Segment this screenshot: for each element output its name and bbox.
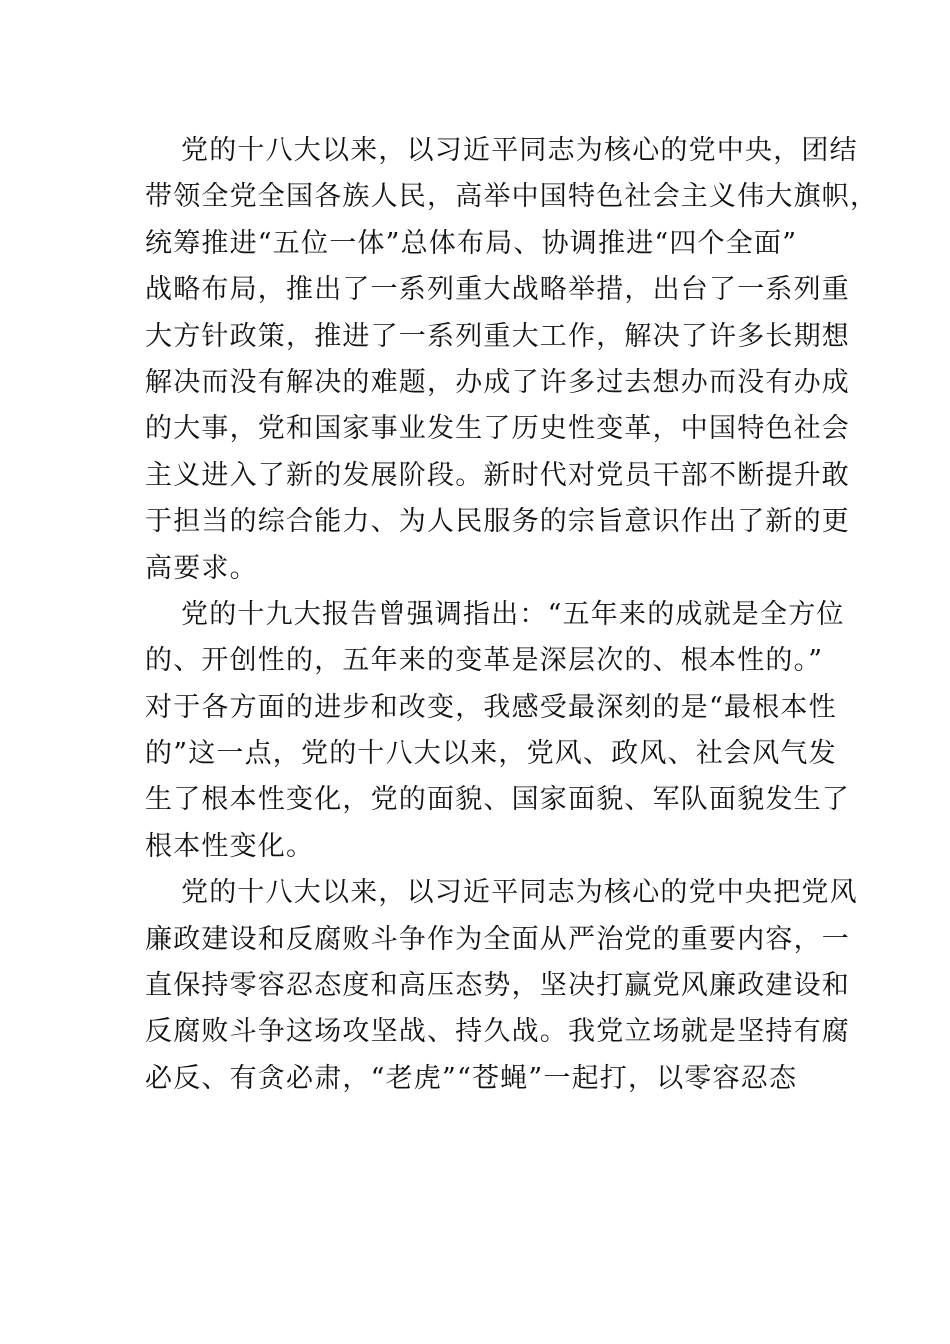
paragraph-2-line-1: 党的十九大报告曾强调指出：“五年来的成就是全方位 — [181, 598, 845, 630]
paragraph-2-line-2: 的、开创性的，五年来的变革是深层次的、根本性的。” — [145, 645, 824, 677]
paragraph-1-line-6: 解决而没有解决的难题，办成了许多过去想办而没有办成 — [145, 366, 850, 398]
paragraph-3-line-4: 反腐败斗争这场攻坚战、持久战。我党立场就是坚持有腐 — [145, 1016, 850, 1048]
paragraph-1-line-4: 战略布局，推出了一系列重大战略举措，出台了一系列重 — [145, 274, 850, 306]
paragraph-1-line-3: 统筹推进“五位一体”总体布局、协调推进“四个全面” — [145, 227, 798, 259]
paragraph-3-line-3: 直保持零容忍态度和高压态势，坚决打赢党风廉政建设和 — [145, 970, 850, 1002]
paragraph-2-line-5: 生了根本性变化，党的面貌、国家面貌、军队面貌发生了 — [145, 784, 850, 816]
paragraph-3-line-5: 必反、有贪必肃，“老虎”“苍蝇”一起打，以零容忍态 — [145, 1062, 798, 1094]
paragraph-3-line-1: 党的十八大以来，以习近平同志为核心的党中央把党风 — [181, 877, 858, 909]
paragraph-2-line-4: 的”这一点，党的十八大以来，党风、政风、社会风气发 — [145, 738, 837, 770]
paragraph-1-line-9: 于担当的综合能力、为人民服务的宗旨意识作出了新的更 — [145, 506, 850, 538]
paragraph-2-line-3: 对于各方面的进步和改变，我感受最深刻的是“最根本性 — [145, 691, 837, 723]
paragraph-1-line-7: 的大事，党和国家事业发生了历史性变革，中国特色社会 — [145, 413, 850, 445]
paragraph-1-line-1: 党的十八大以来，以习近平同志为核心的党中央，团结 — [181, 135, 858, 166]
paragraph-1-line-10: 高要求。 — [145, 552, 258, 584]
paragraph-1-line-5: 大方针政策，推进了一系列重大工作，解决了许多长期想 — [145, 320, 850, 352]
paragraph-1-line-8: 主义进入了新的发展阶段。新时代对党员干部不断提升敢 — [145, 459, 850, 491]
paragraph-1-line-2: 带领全党全国各族人民，高举中国特色社会主义伟大旗帜， — [145, 181, 879, 213]
document-body — [145, 128, 879, 1102]
paragraph-3-line-2: 廉政建设和反腐败斗争作为全面从严治党的重要内容，一 — [145, 923, 850, 955]
paragraph-2-line-6: 根本性变化。 — [145, 830, 315, 862]
